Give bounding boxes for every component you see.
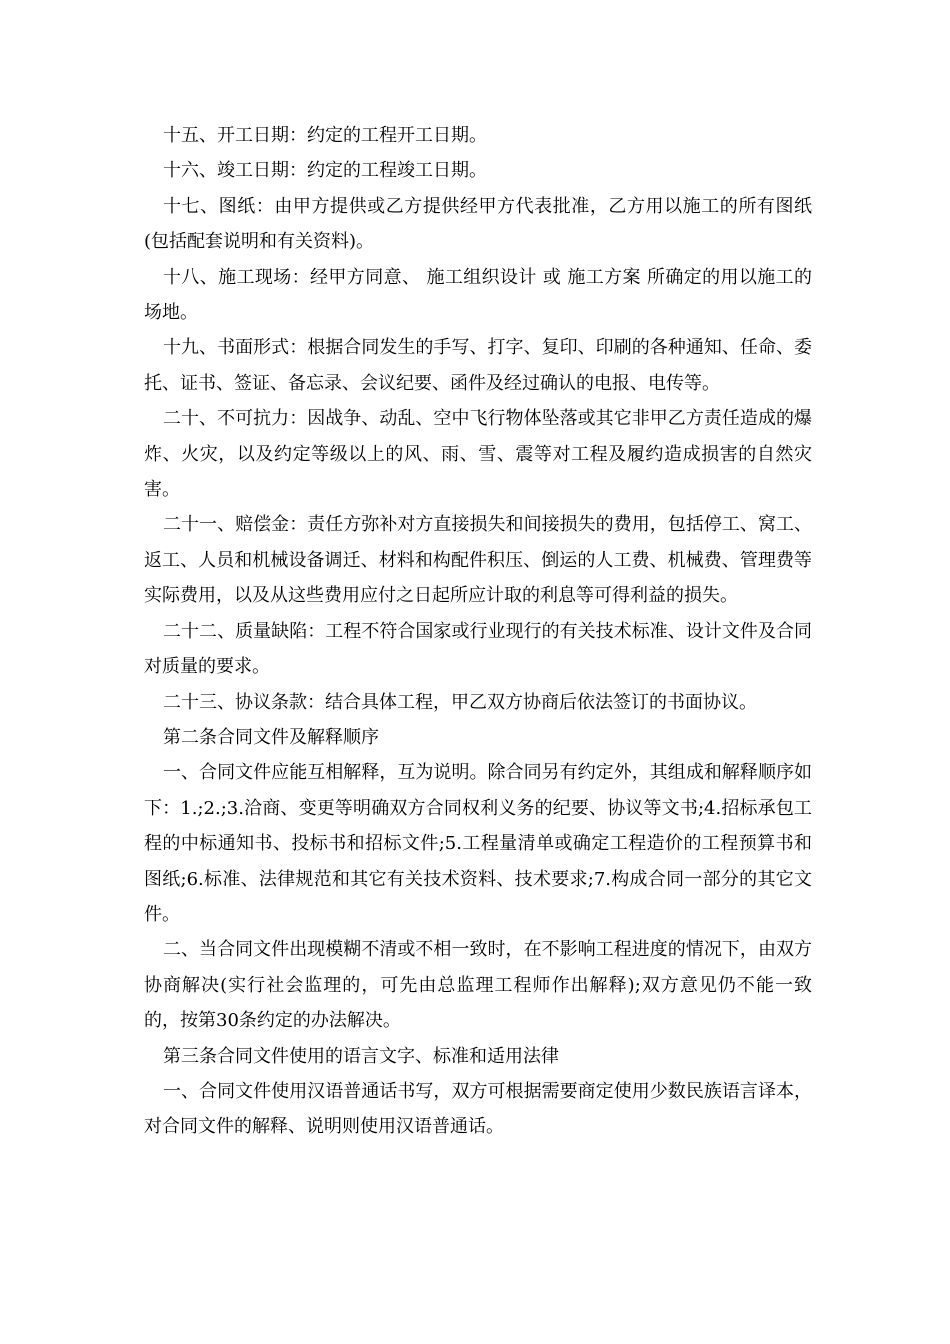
article-2-item-1: 一、合同文件应能互相解释，互为说明。除合同另有约定外，其组成和解释顺序如下：1.;2.;3.洽商、变更等明确双方合同权利义务的纪要、协议等文书;4.招标承包工程的中标通知书、投标书和招标文件;5.工程量清单或确定工程造价的工程预算书和图纸;6.标准、法律规范和其它有关技术资料、技术要求;7.构成合同一部分的其它文件。 (144, 762, 812, 925)
clause-18-construction-site: 十八、施工现场：经甲方同意、 施工组织设计 或 施工方案 所确定的用以施工的场地。 (144, 266, 812, 324)
clause-19-written-form: 十九、书面形式：根据合同发生的手写、打字、复印、印刷的各种通知、任命、委托、证书、签证、备忘录、会议纪要、函件及经过确认的电报、电传等。 (144, 337, 812, 394)
article-2-item-2: 二、当合同文件出现模糊不清或不相一致时，在不影响工程进度的情况下，由双方协商解决(实行社会监理的，可先由总监理工程师作出解释);双方意见仍不能一致的，按第30条约定的办法解决。 (144, 939, 812, 1032)
article-3-heading: 第三条合同文件使用的语言文字、标准和适用法律 (163, 1045, 559, 1067)
clause-17-drawings: 十七、图纸：由甲方提供或乙方提供经甲方代表批准，乙方用以施工的所有图纸(包括配套说明和有关资料)。 (144, 195, 812, 253)
clause-22-quality-defect: 二十二、质量缺陷：工程不符合国家或行业现行的有关技术标准、设计文件及合同对质量的要求。 (144, 620, 812, 678)
clause-15-start-date: 十五、开工日期：约定的工程开工日期。 (163, 125, 487, 146)
document-body (144, 118, 812, 1145)
clause-16-completion-date: 十六、竣工日期：约定的工程竣工日期。 (163, 160, 487, 182)
article-2-heading: 第二条合同文件及解释顺序 (163, 726, 379, 748)
article-3-item-1: 一、合同文件使用汉语普通话书写，双方可根据需要商定使用少数民族语言译本，对合同文件的解释、说明则使用汉语普通话。 (144, 1080, 812, 1138)
clause-23-agreement-terms: 二十三、协议条款：结合具体工程，甲乙双方协商后依法签订的书面协议。 (163, 691, 757, 713)
clause-21-compensation: 二十一、赔偿金：责任方弥补对方直接损失和间接损失的费用，包括停工、窝工、返工、人员和机械设备调迁、材料和构配件积压、倒运的人工费、机械费、管理费等实际费用，以及从这些费用应付之日起所应计取的利息等可得利益的损失。 (144, 514, 812, 607)
clause-20-force-majeure: 二十、不可抗力：因战争、动乱、空中飞行物体坠落或其它非甲乙方责任造成的爆炸、火灾，以及约定等级以上的风、雨、雪、震等对工程及履约造成损害的自然灾害。 (144, 408, 812, 501)
